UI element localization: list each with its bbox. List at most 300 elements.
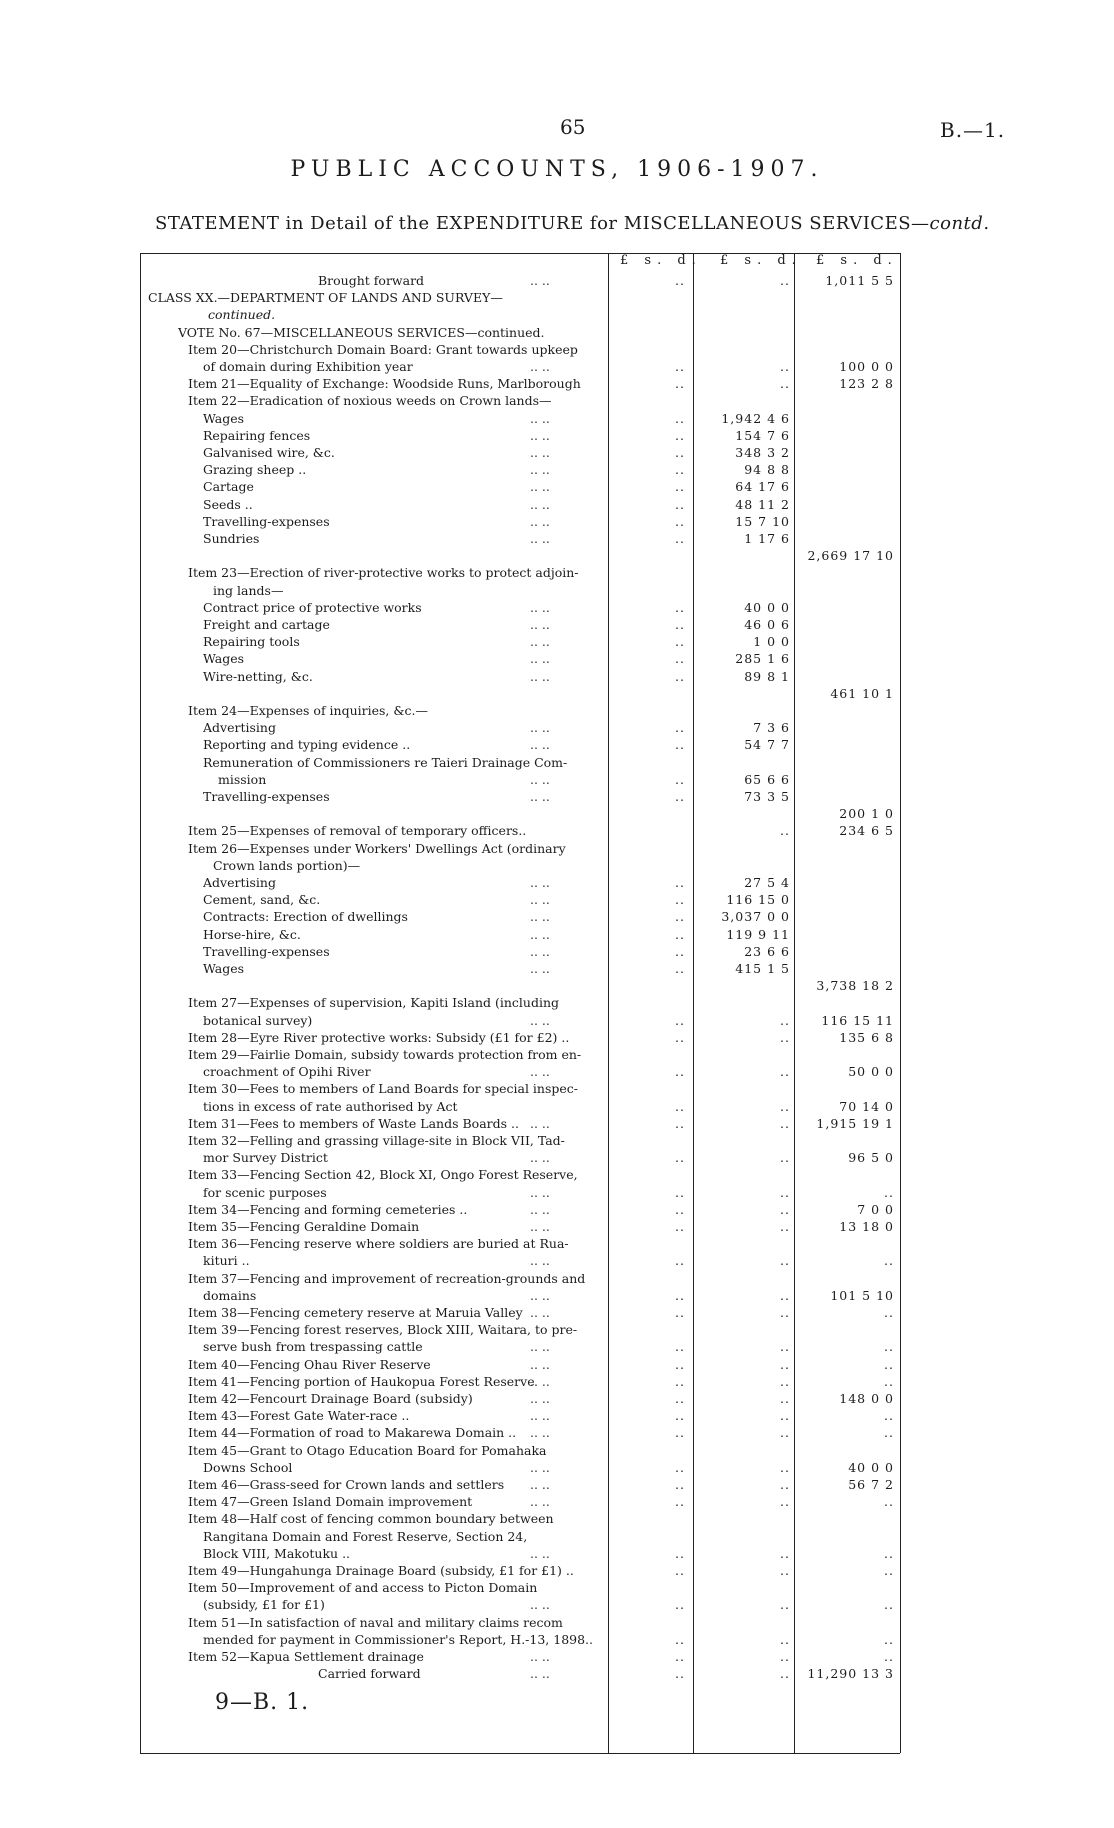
leader-dots: .. .. (530, 1425, 550, 1441)
table-bottom-rule (140, 1753, 900, 1754)
amount-c2: 1 0 0 (753, 634, 790, 650)
table-row (140, 1477, 990, 1493)
table-row (140, 772, 990, 788)
leader-dots: .. .. (530, 531, 550, 546)
row-description: Travelling-expenses (203, 789, 330, 804)
amount-c2: 89 8 1 (744, 668, 790, 684)
col2-header: £ s. d. (720, 253, 802, 268)
leader-dots: .. .. (530, 961, 550, 976)
row-description: Downs School (203, 1459, 293, 1475)
amount-c1: .. (675, 1029, 685, 1045)
table-row (140, 1167, 990, 1183)
amount-c1: .. (675, 1597, 685, 1613)
amount-c3: 13 18 0 (839, 1219, 894, 1234)
table-row (140, 1615, 990, 1631)
row-description: kituri .. (203, 1253, 250, 1269)
amount-c3: .. (884, 1545, 894, 1561)
table-row (140, 961, 990, 977)
leader-dots: .. .. (530, 1408, 550, 1424)
leader-dots: .. .. (530, 359, 550, 374)
table-row (140, 1357, 990, 1373)
leader-dots: .. .. (530, 1356, 550, 1372)
amount-c2: .. (780, 1391, 790, 1406)
amount-c1: .. (675, 1425, 685, 1441)
amount-c2: 119 9 11 (726, 926, 790, 942)
amount-c1: .. (675, 1064, 685, 1080)
row-description: Horse-hire, &c. (203, 926, 301, 942)
table-row (140, 1133, 990, 1149)
leader-dots: .. .. (530, 599, 550, 615)
amount-c1: .. (675, 892, 685, 908)
row-description: for scenic purposes (203, 1184, 327, 1200)
amount-c1: .. (675, 1563, 685, 1578)
amount-c1: .. (675, 875, 685, 890)
table-row (140, 1047, 990, 1063)
table-row (140, 1271, 990, 1287)
row-description: Item 38—Fencing cemetery reserve at Maruia Valley (188, 1305, 523, 1320)
row-description: Seeds .. (203, 496, 253, 512)
amount-c2: .. (780, 1545, 790, 1561)
table-row (140, 1391, 990, 1407)
table-row (140, 1563, 990, 1579)
amount-c1: .. (675, 479, 685, 495)
amount-c1: .. (675, 445, 685, 460)
table-row (140, 978, 990, 994)
amount-c1: .. (675, 634, 685, 650)
row-description: Item 50—Improvement of and access to Picton Domain (188, 1580, 538, 1596)
amount-c1: .. (675, 513, 685, 529)
amount-c2: .. (780, 1098, 790, 1114)
amount-c2: .. (780, 1356, 790, 1372)
row-description: CLASS XX.—DEPARTMENT OF LANDS AND SURVEY— (148, 290, 503, 306)
amount-c2: 1,942 4 6 (721, 410, 790, 426)
table-row (140, 290, 990, 306)
table-row (140, 1511, 990, 1527)
row-description: Repairing fences (203, 427, 311, 443)
page-title: PUBLIC ACCOUNTS, 1906-1907. (290, 157, 824, 182)
amount-c2: .. (780, 1305, 790, 1320)
amount-c2: 285 1 6 (735, 651, 790, 667)
table-row (140, 428, 990, 444)
amount-c3: 135 6 8 (839, 1029, 894, 1045)
amount-c1: .. (675, 496, 685, 512)
amount-c2: .. (780, 1649, 790, 1664)
amount-c2: 7 3 6 (753, 720, 790, 736)
amount-c1: .. (675, 1666, 685, 1682)
table-row (140, 1219, 990, 1235)
table-row (140, 1185, 990, 1201)
row-description: Item 26—Expenses under Workers' Dwellings Act (ordinary (188, 840, 566, 856)
row-description: Item 39—Fencing forest reserves, Block XIII, Waitara, to pre- (188, 1322, 578, 1338)
amount-c3: 1,915 19 1 (816, 1115, 894, 1131)
table-row (140, 1408, 990, 1424)
row-description: Travelling-expenses (203, 943, 330, 959)
table-row (140, 1494, 990, 1510)
amount-c2: .. (780, 1253, 790, 1269)
leader-dots: .. .. (530, 1339, 550, 1355)
amount-c2: 40 0 0 (744, 599, 790, 615)
amount-c3: 3,738 18 2 (816, 978, 894, 994)
amount-c1: .. (675, 1649, 685, 1664)
table-row (140, 325, 990, 341)
amount-c2: .. (780, 1064, 790, 1080)
leader-dots: .. .. (530, 926, 550, 942)
row-description: of domain during Exhibition year (203, 359, 413, 374)
leader-dots: .. .. (530, 1115, 550, 1131)
row-description: Item 49—Hungahunga Drainage Board (subsidy, £1 for £1) .. (188, 1563, 574, 1578)
row-description: Item 42—Fencourt Drainage Board (subsidy) (188, 1391, 473, 1406)
amount-c2: 73 3 5 (744, 789, 790, 804)
amount-c1: .. (675, 1012, 685, 1028)
table-row (140, 1580, 990, 1596)
amount-c1: .. (675, 1356, 685, 1372)
amount-c1: .. (675, 1201, 685, 1217)
amount-c2: .. (780, 273, 790, 288)
row-description: Item 29—Fairlie Domain, subsidy towards protection from en- (188, 1047, 582, 1062)
row-description: mended for payment in Commissioner's Report, H.-13, 1898.. (203, 1631, 593, 1647)
leader-dots: .. .. (530, 634, 550, 650)
row-description: botanical survey) (203, 1012, 313, 1028)
table-row (140, 342, 990, 358)
row-description: Item 21—Equality of Exchange: Woodside Runs, Marlborough (188, 376, 581, 392)
leader-dots: .. .. (530, 771, 550, 787)
leader-dots: .. .. (530, 410, 550, 426)
amount-c3: 56 7 2 (848, 1477, 894, 1492)
row-description: serve bush from trespassing cattle (203, 1339, 423, 1355)
amount-c1: .. (675, 909, 685, 925)
table-row (140, 1597, 990, 1613)
row-description: Item 25—Expenses of removal of temporary officers.. (188, 823, 527, 839)
amount-c1: .. (675, 273, 685, 288)
amount-c2: .. (780, 1219, 790, 1234)
table-row (140, 944, 990, 960)
table-row (140, 1546, 990, 1562)
table-row (140, 548, 990, 564)
amount-c1: .. (675, 1494, 685, 1510)
amount-c1: .. (675, 376, 685, 392)
amount-c1: .. (675, 1219, 685, 1234)
amount-c2: .. (780, 1184, 790, 1200)
table-row (140, 669, 990, 685)
table-row (140, 1116, 990, 1132)
leader-dots: .. .. (530, 445, 550, 460)
amount-c2: 348 3 2 (735, 445, 790, 460)
amount-c3: 234 6 5 (839, 823, 894, 839)
table-row (140, 617, 990, 633)
amount-c3: 96 5 0 (848, 1150, 894, 1166)
amount-c1: .. (675, 789, 685, 804)
table-row (140, 359, 990, 375)
table-row (140, 927, 990, 943)
row-description: Item 40—Fencing Ohau River Reserve (188, 1356, 431, 1372)
table-row (140, 531, 990, 547)
amount-c3: .. (884, 1184, 894, 1200)
row-description: Galvanised wire, &c. (203, 445, 335, 460)
amount-c3: .. (884, 1408, 894, 1424)
leader-dots: .. .. (530, 273, 550, 288)
amount-c2: 415 1 5 (735, 961, 790, 976)
table-row (140, 789, 990, 805)
amount-c2: .. (780, 1425, 790, 1441)
amount-c3: 1,011 5 5 (825, 273, 894, 288)
amount-c3: 50 0 0 (848, 1064, 894, 1080)
amount-c1: .. (675, 1545, 685, 1561)
row-description: Item 31—Fees to members of Waste Lands Boards .. (188, 1115, 519, 1131)
leader-dots: .. .. (530, 943, 550, 959)
amount-c1: .. (675, 771, 685, 787)
table-row (140, 1030, 990, 1046)
amount-c2: 15 7 10 (735, 513, 790, 529)
row-description: Item 30—Fees to members of Land Boards for special inspec- (188, 1081, 579, 1097)
row-description: Item 33—Fencing Section 42, Block XI, Ongo Forest Reserve, (188, 1167, 578, 1183)
leader-dots: .. .. (530, 479, 550, 495)
row-description: Crown lands portion)— (213, 857, 361, 873)
row-description: Item 20—Christchurch Domain Board: Grant towards upkeep (188, 341, 578, 357)
row-description: Brought forward (318, 273, 425, 288)
amount-c2: .. (780, 1373, 790, 1389)
table-row (140, 1236, 990, 1252)
amount-c1: .. (675, 599, 685, 615)
row-description: Contract price of protective works (203, 599, 422, 615)
col3-header: £ s. d. (816, 253, 898, 268)
leader-dots: .. .. (530, 1545, 550, 1561)
row-description: Item 44—Formation of road to Makarewa Domain .. (188, 1425, 517, 1441)
row-description: continued. (208, 307, 276, 323)
table-row (140, 806, 990, 822)
amount-c2: .. (780, 1459, 790, 1475)
leader-dots: .. .. (530, 720, 550, 736)
leader-dots: .. .. (530, 1373, 550, 1389)
table-row (140, 1425, 990, 1441)
table-row (140, 703, 990, 719)
amount-c2: 116 15 0 (726, 892, 790, 908)
amount-c1: .. (675, 427, 685, 443)
amount-c1: .. (675, 359, 685, 374)
table-row (140, 841, 990, 857)
row-description: Item 46—Grass-seed for Crown lands and settlers (188, 1477, 505, 1492)
amount-c2: .. (780, 1666, 790, 1682)
leader-dots: .. .. (530, 1012, 550, 1028)
row-description: Cement, sand, &c. (203, 892, 321, 908)
amount-c2: .. (780, 1408, 790, 1424)
amount-c1: .. (675, 1391, 685, 1406)
leader-dots: .. .. (530, 789, 550, 804)
row-description: Repairing tools (203, 634, 300, 650)
amount-c1: .. (675, 1339, 685, 1355)
amount-c3: .. (884, 1494, 894, 1510)
row-description: Advertising (203, 875, 276, 890)
leader-dots: .. .. (530, 1219, 550, 1234)
table-row (140, 686, 990, 702)
table-row (140, 1288, 990, 1304)
amount-c1: .. (675, 943, 685, 959)
row-description: Carried forward (318, 1666, 421, 1682)
row-description: Freight and cartage (203, 617, 330, 632)
row-description: Item 41—Fencing portion of Haukopua Forest Reserve (188, 1373, 535, 1389)
amount-c2: .. (780, 1597, 790, 1613)
leader-dots: .. .. (530, 617, 550, 632)
subtitle-tail: contd. (929, 213, 990, 234)
amount-c3: .. (884, 1597, 894, 1613)
table-row (140, 307, 990, 323)
row-description: Item 43—Forest Gate Water-race .. (188, 1408, 410, 1424)
table-row (140, 445, 990, 461)
row-description: Item 51—In satisfaction of naval and military claims recom (188, 1614, 563, 1630)
table-row (140, 1064, 990, 1080)
amount-c1: .. (675, 1459, 685, 1475)
amount-c3: 70 14 0 (839, 1098, 894, 1114)
row-description: Rangitana Domain and Forest Reserve, Section 24, (203, 1528, 528, 1544)
leader-dots: .. .. (530, 1391, 550, 1406)
table-row (140, 1529, 990, 1545)
leader-dots: .. .. (530, 668, 550, 684)
row-description: Grazing sheep .. (203, 462, 307, 478)
table-row (140, 1374, 990, 1390)
row-description: croachment of Opihi River (203, 1064, 371, 1080)
amount-c3: 123 2 8 (839, 376, 894, 392)
table-row (140, 1013, 990, 1029)
table-row (140, 1666, 990, 1682)
amount-c1: .. (675, 961, 685, 976)
table-row (140, 393, 990, 409)
amount-c1: .. (675, 410, 685, 426)
amount-c3: .. (884, 1425, 894, 1441)
row-description: Sundries (203, 531, 260, 546)
table-row (140, 875, 990, 891)
row-description: Item 32—Felling and grassing village-site in Block VII, Tad- (188, 1133, 565, 1148)
table-row (140, 1322, 990, 1338)
row-description: Wages (203, 961, 245, 976)
table-row (140, 411, 990, 427)
amount-c2: 154 7 6 (735, 427, 790, 443)
amount-c2: .. (780, 1012, 790, 1028)
amount-c3: .. (884, 1253, 894, 1269)
table-row (140, 737, 990, 753)
row-description: domains (203, 1287, 257, 1303)
table-row (140, 720, 990, 736)
page-number: 65 (560, 115, 586, 139)
row-description: Reporting and typing evidence .. (203, 737, 411, 753)
row-description: Item 47—Green Island Domain improvement (188, 1494, 473, 1510)
leader-dots: .. .. (530, 513, 550, 529)
table-row (140, 565, 990, 581)
table-row (140, 479, 990, 495)
table-row (140, 1460, 990, 1476)
amount-c3: 116 15 11 (821, 1012, 894, 1028)
row-description: Item 22—Eradication of noxious weeds on Crown lands— (188, 393, 552, 409)
amount-c3: .. (884, 1631, 894, 1647)
row-description: mission (218, 771, 267, 787)
row-description: Item 28—Eyre River protective works: Subsidy (£1 for £2) .. (188, 1029, 570, 1045)
amount-c2: 54 7 7 (744, 737, 790, 753)
row-description: Item 36—Fencing reserve where soldiers are buried at Rua- (188, 1236, 569, 1252)
leader-dots: .. .. (530, 909, 550, 925)
row-description: Wages (203, 410, 245, 426)
row-description: Cartage (203, 479, 254, 495)
leader-dots: .. .. (530, 462, 550, 478)
amount-c2: .. (780, 376, 790, 392)
row-description: Item 24—Expenses of inquiries, &c.— (188, 703, 428, 718)
amount-c1: .. (675, 617, 685, 632)
table-row (140, 1253, 990, 1269)
amount-c2: 1 17 6 (744, 531, 790, 546)
row-description: Wire-netting, &c. (203, 668, 313, 684)
row-description: Item 45—Grant to Otago Education Board for Pomahaka (188, 1442, 547, 1458)
row-description: Advertising (203, 720, 276, 736)
amount-c2: 3,037 0 0 (721, 909, 790, 925)
leader-dots: .. .. (530, 1287, 550, 1303)
row-description: Item 27—Expenses of supervision, Kapiti Island (including (188, 995, 560, 1011)
amount-c2: .. (780, 1287, 790, 1303)
table-row (140, 1443, 990, 1459)
leader-dots: .. .. (530, 1597, 550, 1613)
amount-c2: .. (780, 1029, 790, 1045)
amount-c1: .. (675, 1287, 685, 1303)
table-row (140, 1099, 990, 1115)
amount-c3: .. (884, 1305, 894, 1320)
amount-c2: 48 11 2 (735, 496, 790, 512)
leader-dots: .. .. (530, 875, 550, 890)
table-row (140, 995, 990, 1011)
leader-dots: .. .. (530, 1649, 550, 1664)
amount-c1: .. (675, 1115, 685, 1131)
row-description: (subsidy, £1 for £1) (203, 1597, 325, 1613)
amount-c2: .. (780, 1150, 790, 1166)
amount-c3: .. (884, 1649, 894, 1664)
leader-dots: .. .. (530, 1150, 550, 1166)
amount-c1: .. (675, 1098, 685, 1114)
leader-dots: .. .. (530, 1064, 550, 1080)
table-row (140, 1632, 990, 1648)
table-row (140, 1339, 990, 1355)
amount-c1: .. (675, 668, 685, 684)
row-description: Item 48—Half cost of fencing common boundary between (188, 1511, 554, 1527)
table-row (140, 1150, 990, 1166)
amount-c3: .. (884, 1339, 894, 1355)
amount-c2: 94 8 8 (744, 462, 790, 478)
amount-c1: .. (675, 1184, 685, 1200)
amount-c1: .. (675, 1408, 685, 1424)
amount-c1: .. (675, 1253, 685, 1269)
amount-c2: 64 17 6 (735, 479, 790, 495)
amount-c3: .. (884, 1563, 894, 1578)
row-description: Travelling-expenses (203, 513, 330, 529)
amount-c2: .. (780, 1631, 790, 1647)
statement-subtitle (155, 213, 990, 234)
amount-c3: 40 0 0 (848, 1459, 894, 1475)
leader-dots: .. .. (530, 496, 550, 512)
row-description: Item 35—Fencing Geraldine Domain (188, 1219, 420, 1234)
table-row (140, 273, 990, 289)
amount-c1: .. (675, 651, 685, 667)
table-row (140, 1081, 990, 1097)
leader-dots: .. .. (530, 1477, 550, 1492)
table-row (140, 651, 990, 667)
amount-c2: .. (780, 359, 790, 374)
row-description: Wages (203, 651, 245, 667)
leader-dots: .. .. (530, 737, 550, 753)
amount-c3: 101 5 10 (830, 1287, 894, 1303)
amount-c1: .. (675, 926, 685, 942)
amount-c1: .. (675, 1305, 685, 1320)
amount-c1: .. (675, 720, 685, 736)
amount-c2: .. (780, 1201, 790, 1217)
amount-c2: .. (780, 823, 790, 839)
col1-header: £ s. d. (620, 253, 702, 268)
amount-c3: 7 0 0 (857, 1201, 894, 1217)
row-description: Block VIII, Makotuku .. (203, 1545, 351, 1561)
row-description: VOTE No. 67—MISCELLANEOUS SERVICES—continued. (178, 324, 545, 340)
